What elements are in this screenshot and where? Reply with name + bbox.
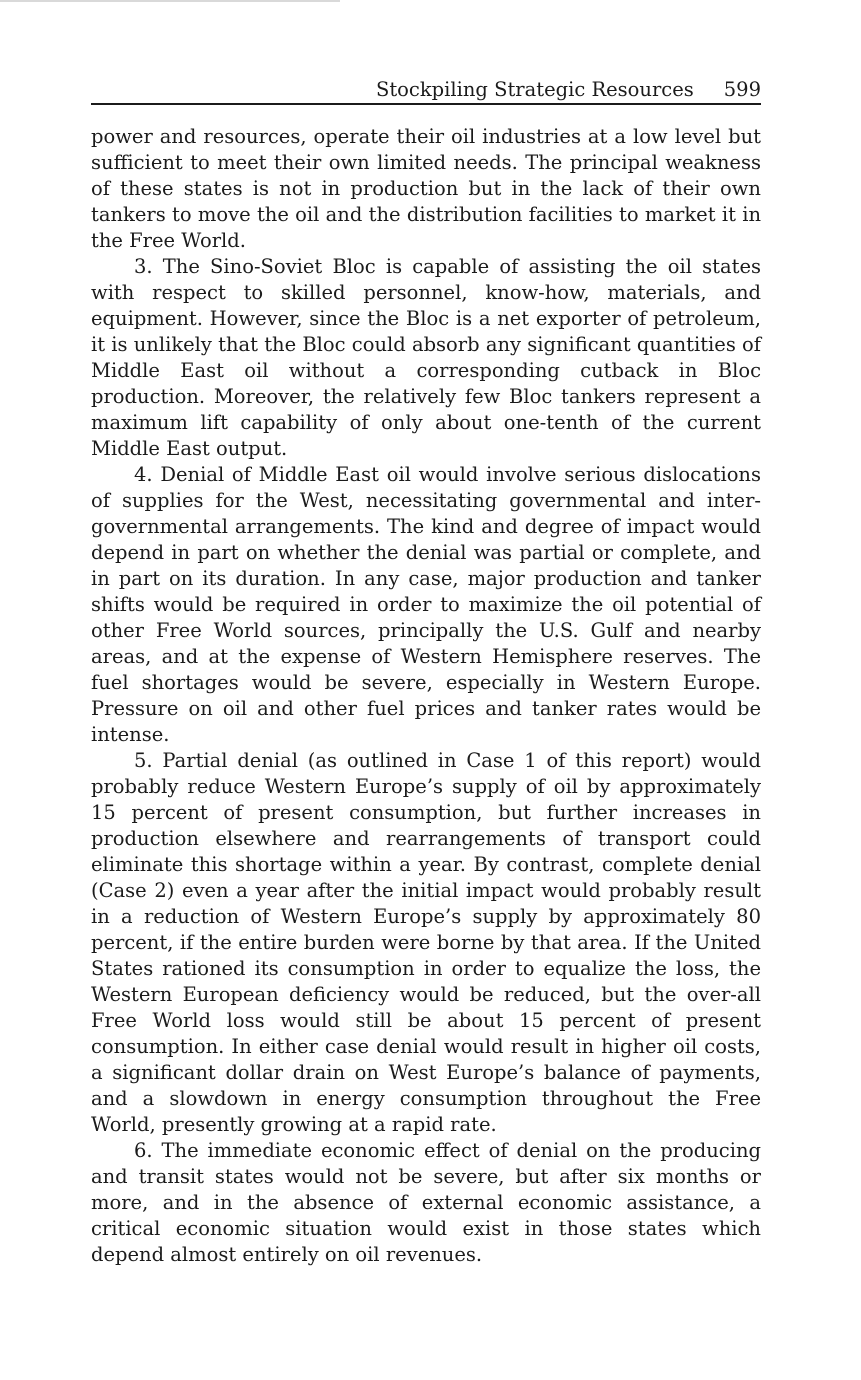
paragraph-continued: power and resources, operate their oil industries at a low level but sufficient to meet their own limited needs. The principal weakness of these states is not in production but in the lack of their own tankers to move the oil and the distribution facilities to market it in the Free World. [91,125,761,252]
paragraph-item-5: 5. Partial denial (as outlined in Case 1 of this report) would probably reduce Western Europe’s supply of oil by approximately 15 percent of present consumption, but further increases in production elsewhere and rearrangements of transport could eliminate this shortage within a year. By contrast, complete denial (Case 2) even a year after the initial impact would probably result in a reduction of Western Europe’s supply by approximately 80 percent, if the entire burden were borne by that area. If the United States rationed its consumption in order to equalize the loss, the Western European deficiency would be reduced, but the over-all Free World loss would still be about 15 percent of present consumption. In either case denial would result in higher oil costs, a significant dollar drain on West Europe’s balance of payments, and a slowdown in energy consumption throughout the Free World, presently growing at a rapid rate. [91,749,761,1136]
body-text [91,124,761,1268]
paragraph-item-4: 4. Denial of Middle East oil would involve serious dislocations of supplies for the West, necessitating governmental and intergovernmental arrangements. The kind and degree of impact would depend in part on whether the denial was partial or complete, and in part on its duration. In any case, major production and tanker shifts would be required in order to maximize the oil potential of other Free World sources, principally the U.S. Gulf and nearby areas, and at the expense of Western Hemisphere reserves. The fuel shortages would be severe, especially in Western Europe. Pressure on oil and other fuel prices and tanker rates would be intense. [91,463,761,746]
scan-edge-line [0,0,340,2]
running-title: Stockpiling Strategic Resources [375,78,694,101]
paragraph-item-6: 6. The immediate economic effect of denial on the producing and transit states would not be severe, but after six months or more, and in the absence of external economic assistance, a critical economic situation would exist in those states which depend almost entirely on oil revenues. [91,1139,761,1266]
paragraph-item-3: 3. The Sino-Soviet Bloc is capable of assisting the oil states with respect to skilled personnel, know-how, materials, and equipment. However, since the Bloc is a net exporter of petroleum, it is unlikely that the Bloc could absorb any significant quantities of Middle East oil without a corresponding cutback in Bloc production. Moreover, the relatively few Bloc tankers represent a maximum lift capability of only about one-tenth of the current Middle East output. [91,255,761,460]
page-number: 599 [723,78,761,101]
running-header [91,76,761,105]
